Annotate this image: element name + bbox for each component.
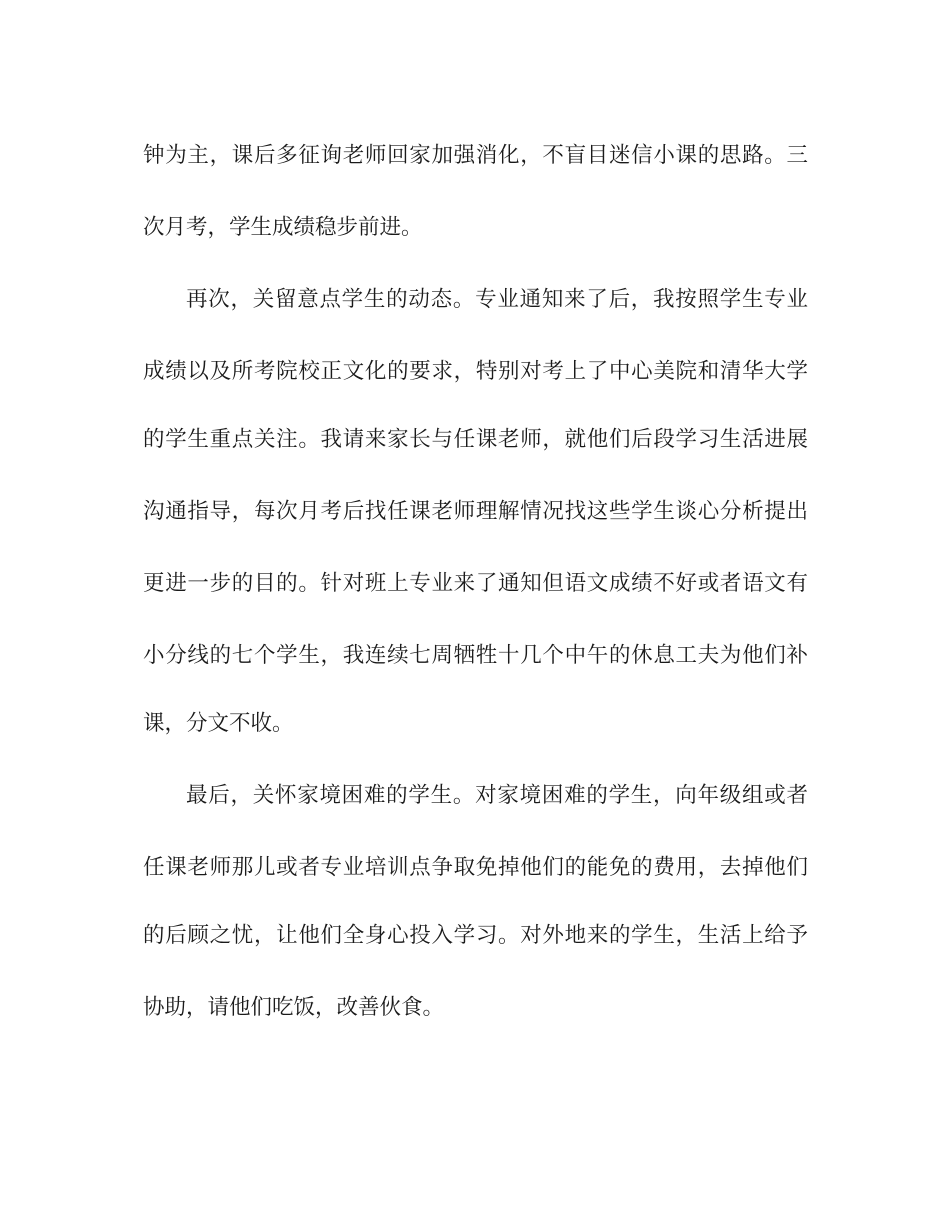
text-line: 成绩以及所考院校正文化的要求，特别对考上了中心美院和清华大学: [143, 359, 808, 384]
text-line: 的后顾之忧，让他们全身心投入学习。对外地来的学生，生活上给予: [143, 923, 808, 948]
text-line: 的学生重点关注。我请来家长与任课老师，就他们后段学习生活进展: [143, 427, 808, 452]
text-line: 沟通指导，每次月考后找任课老师理解情况找这些学生谈心分析提出: [143, 499, 808, 524]
text-line: 协助，请他们吃饭，改善伙食。: [143, 995, 445, 1020]
text-line: 钟为主，课后多征询老师回家加强消化，不盲目迷信小课的思路。三: [143, 143, 808, 168]
paragraph-start-line: 再次，关留意点学生的动态。专业通知来了后，我按照学生专业: [186, 287, 808, 312]
paragraph-start-line: 最后，关怀家境困难的学生。对家境困难的学生，向年级组或者: [186, 783, 808, 808]
text-line: 课，分文不收。: [143, 711, 294, 736]
text-line: 小分线的七个学生，我连续七周牺牲十几个中午的休息工夫为他们补: [143, 643, 808, 668]
text-line: 任课老师那儿或者专业培训点争取免掉他们的能免的费用，去掉他们: [143, 855, 808, 880]
text-line: 更进一步的目的。针对班上专业来了通知但语文成绩不好或者语文有: [143, 571, 808, 596]
text-line: 次月考，学生成绩稳步前进。: [143, 215, 423, 240]
